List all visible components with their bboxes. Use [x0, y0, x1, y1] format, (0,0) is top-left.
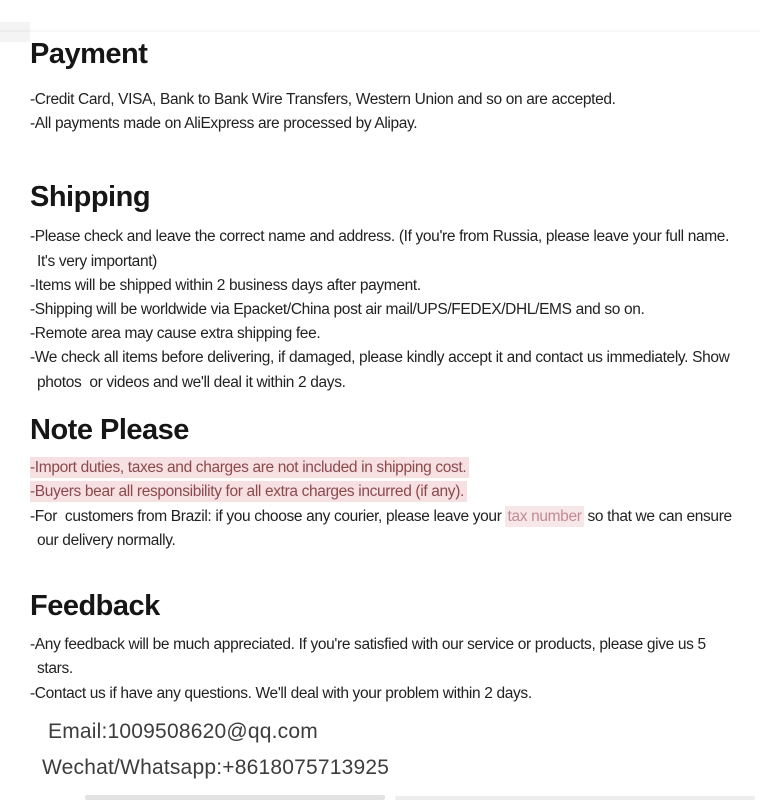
feedback-item: -Contact us if have any questions. We'll deal with your problem within 2 days. — [30, 684, 532, 702]
section-shipping — [30, 180, 735, 394]
feedback-item: -Any feedback will be much appreciated. If you're satisfied with our service or products, please give us 5 stars. — [30, 636, 710, 678]
scan-artifact-topline — [0, 30, 760, 32]
payment-heading: Payment — [30, 38, 148, 70]
payment-item: -Credit Card, VISA, Bank to Bank Wire Transfers, Western Union and so on are accepted. — [30, 91, 616, 108]
warning-highlight-text: -Buyers bear all responsibility for all extra charges incurred (if any). — [30, 481, 467, 502]
note-warning-item — [30, 456, 735, 481]
scan-artifact-topleft — [0, 22, 30, 42]
shipping-item: -We check all items before delivering, if damaged, please kindly accept it and contact us immediately. Show photos or videos and we'll deal it within 2 days. — [30, 349, 734, 391]
shipping-item: -Items will be shipped within 2 business days after payment. — [30, 276, 421, 294]
section-note-please — [30, 413, 735, 553]
section-payment — [30, 37, 735, 136]
shipping-item: -Remote area may cause extra shipping fee. — [30, 325, 321, 343]
contact-email: Email:1009508620@qq.com — [48, 719, 318, 743]
section-feedback — [30, 589, 735, 706]
scan-artifact-bottom-bar — [395, 796, 755, 800]
feedback-heading: Feedback — [30, 590, 160, 623]
payment-item: -All payments made on AliExpress are processed by Alipay. — [30, 115, 418, 133]
tax-number-highlight: tax number — [507, 507, 582, 525]
contact-block — [30, 714, 735, 786]
shipping-item: -Please check and leave the correct name and address. (If you're from Russia, please leave your full name. It's very important) — [30, 228, 734, 270]
note-warning-item — [30, 480, 735, 505]
scan-artifact-bottom-bar — [85, 795, 385, 800]
note-brazil-item — [30, 505, 735, 553]
shipping-item: -Shipping will be worldwide via Epacket/China post air mail/UPS/FEDEX/DHL/EMS and so on. — [30, 301, 645, 319]
warning-highlight-text: -Import duties, taxes and charges are not included in shipping cost. — [30, 457, 469, 478]
brazil-text-suffix: so that we can ensure our delivery normally. — [37, 507, 736, 550]
note-please-heading: Note Please — [30, 413, 189, 446]
shipping-heading: Shipping — [30, 181, 151, 214]
contact-wechat-whatsapp: Wechat/Whatsapp:+8618075713925 — [42, 755, 390, 779]
brazil-text-prefix: -For customers from Brazil: if you choose any courier, please leave your — [30, 507, 506, 525]
